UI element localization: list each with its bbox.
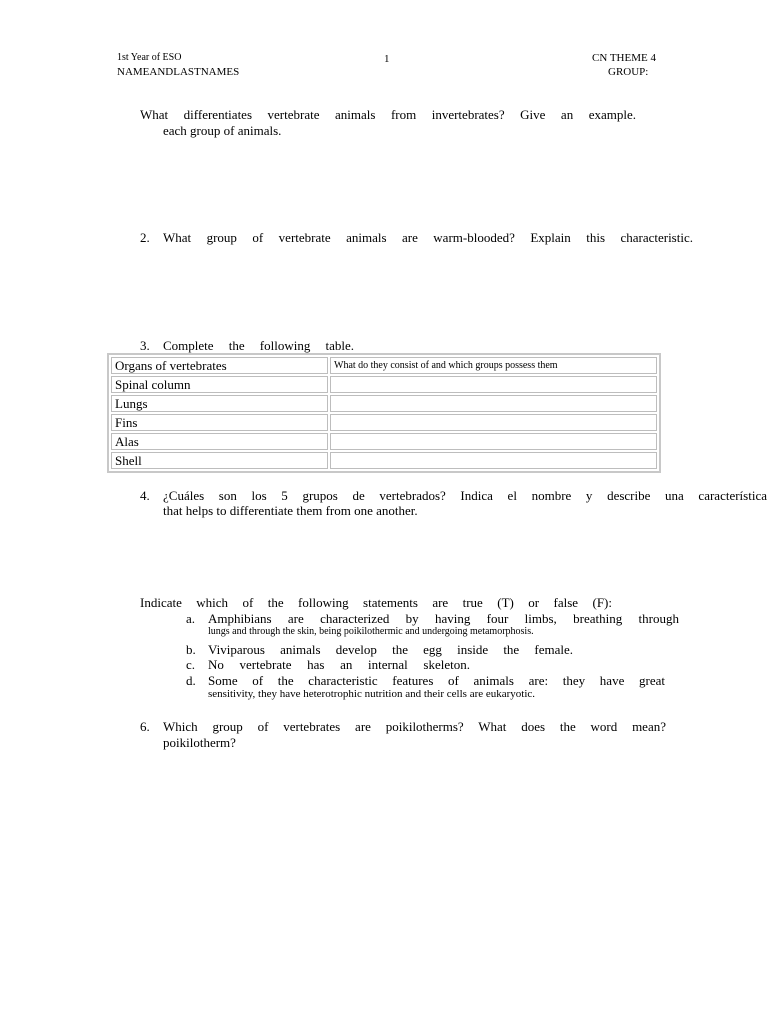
table-cell-answer	[330, 452, 657, 469]
table-cell-answer	[330, 414, 657, 431]
statement-b-letter: b.	[186, 642, 196, 657]
name-field-label: NAMEANDLASTNAMES	[117, 66, 240, 78]
question-3-line-1: Complete the following table.	[163, 338, 354, 353]
organs-table	[107, 353, 661, 473]
question-2-number: 2.	[140, 230, 150, 245]
statement-a-letter: a.	[186, 611, 196, 626]
statement-d-line-2: sensitivity, they have heterotrophic nutrition and their cells are eukaryotic.	[208, 688, 536, 700]
statement-c-line-1: No vertebrate has an internal skeleton.	[208, 657, 470, 672]
question-6-number: 6.	[140, 719, 150, 734]
theme-label: CN THEME 4	[592, 52, 656, 64]
question-4-number: 4.	[140, 488, 150, 503]
question-1-line-2: each group of animals.	[163, 123, 282, 138]
table-row	[111, 433, 657, 450]
question-4-line-1: ¿Cuáles son los 5 grupos de vertebrados? Indica el nombre y describe una característica	[163, 488, 767, 503]
table-cell-organ: Lungs	[111, 395, 328, 412]
statement-d-line-1: Some of the characteristic features of animals are: they have great	[208, 673, 665, 688]
question-3-number: 3.	[140, 338, 150, 353]
table-cell-answer	[330, 376, 657, 393]
table-header-description: What do they consist of and which groups possess them	[330, 357, 657, 374]
question-6-line-1: Which group of vertebrates are poikilotherms? What does the word mean?	[163, 719, 666, 734]
table-row	[111, 452, 657, 469]
statement-d-letter: d.	[186, 673, 196, 688]
table-cell-answer	[330, 395, 657, 412]
statement-b-line-1: Viviparous animals develop the egg inside the female.	[208, 642, 573, 657]
table-row	[111, 395, 657, 412]
question-5-intro: Indicate which of the following statements are true (T) or false (F):	[140, 595, 612, 610]
statement-c-letter: c.	[186, 657, 196, 672]
table-cell-organ: Shell	[111, 452, 328, 469]
question-4-line-2: that helps to differentiate them from one another.	[163, 503, 418, 518]
statement-a-line-2: lungs and through the skin, being poikilothermic and undergoing metamorphosis.	[208, 626, 534, 637]
table-row	[111, 414, 657, 431]
question-2-line-1: What group of vertebrate animals are warm-blooded? Explain this characteristic.	[163, 230, 693, 245]
statement-a-line-1: Amphibians are characterized by having four limbs, breathing through	[208, 611, 679, 626]
course-label: 1st Year of ESO	[117, 52, 182, 63]
question-1-line-1: What differentiates vertebrate animals from invertebrates? Give an example.	[140, 107, 636, 122]
table-header-row	[111, 357, 657, 374]
page-number: 1	[384, 53, 390, 65]
table-cell-organ: Fins	[111, 414, 328, 431]
group-field-label: GROUP:	[608, 66, 649, 78]
table-cell-organ: Spinal column	[111, 376, 328, 393]
table-cell-organ: Alas	[111, 433, 328, 450]
table-header-organs: Organs of vertebrates	[111, 357, 328, 374]
table-cell-answer	[330, 433, 657, 450]
table-row	[111, 376, 657, 393]
question-6-line-2: poikilotherm?	[163, 735, 236, 750]
